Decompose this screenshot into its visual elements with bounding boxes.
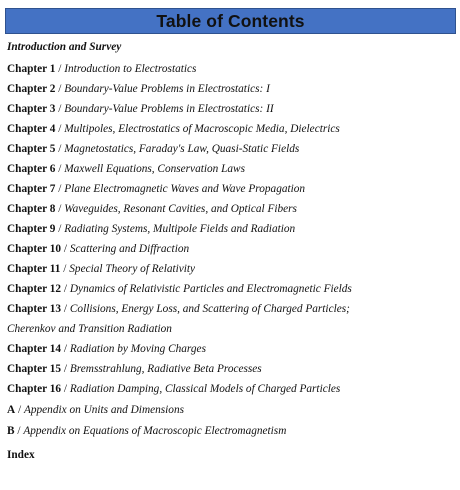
chapter-label: Chapter 16	[7, 383, 62, 395]
appendix-label: A	[7, 404, 16, 416]
chapter-label: Chapter 1	[7, 63, 56, 75]
separator: /	[58, 143, 62, 155]
toc-intro[interactable]: Introduction and Survey	[7, 41, 122, 53]
chapter-label: Chapter 2	[7, 83, 56, 95]
toc-chapter-10[interactable]	[7, 242, 189, 256]
toc-chapter-5[interactable]	[7, 142, 299, 156]
chapter-label: Chapter 15	[7, 363, 62, 375]
chapter-title: Introduction to Electrostatics	[64, 63, 197, 75]
toc-appendix-b[interactable]	[7, 424, 286, 438]
chapter-label: Chapter 14	[7, 343, 62, 355]
chapter-label: Chapter 3	[7, 103, 56, 115]
toc-chapter-14[interactable]	[7, 342, 206, 356]
chapter-title: Multipoles, Electrostatics of Macroscopic Media, Dielectrics	[64, 123, 340, 135]
separator: /	[63, 263, 67, 275]
toc-chapter-7[interactable]	[7, 182, 305, 196]
toc-chapter-8[interactable]	[7, 202, 297, 216]
page-title: Table of Contents	[156, 10, 305, 31]
toc-chapter-13-continued: Cherenkov and Transition Radiation	[7, 323, 172, 335]
separator: /	[58, 163, 62, 175]
chapter-title: Magnetostatics, Faraday's Law, Quasi-Static Fields	[64, 143, 300, 155]
separator: /	[63, 303, 68, 315]
toc-chapter-2[interactable]	[7, 82, 270, 96]
chapter-title: Collisions, Energy Loss, and Scattering of Charged Particles;	[69, 303, 350, 315]
toc-header	[5, 8, 456, 34]
chapter-label: Chapter 7	[7, 183, 56, 195]
chapter-title: Plane Electromagnetic Waves and Wave Propagation	[64, 183, 306, 195]
toc-index[interactable]: Index	[7, 449, 35, 461]
separator: /	[58, 183, 62, 195]
separator: /	[58, 223, 62, 235]
chapter-title: Boundary-Value Problems in Electrostatics: II	[64, 103, 274, 115]
chapter-label: Chapter 6	[7, 163, 56, 175]
appendix-title: Appendix on Equations of Macroscopic Electromagnetism	[23, 425, 287, 437]
appendix-title: Appendix on Units and Dimensions	[23, 404, 184, 416]
separator: /	[18, 404, 22, 416]
chapter-title: Radiation Damping, Classical Models of Charged Particles	[69, 383, 341, 395]
toc-chapter-9[interactable]	[7, 222, 295, 236]
separator: /	[63, 243, 68, 255]
separator: /	[58, 123, 62, 135]
separator: /	[63, 383, 68, 395]
toc-chapter-6[interactable]	[7, 162, 245, 176]
toc-chapter-11[interactable]	[7, 262, 195, 276]
separator: /	[17, 425, 21, 437]
chapter-label: Chapter 5	[7, 143, 56, 155]
separator: /	[58, 103, 62, 115]
chapter-label: Chapter 12	[7, 283, 62, 295]
separator: /	[63, 283, 68, 295]
chapter-label: Chapter 4	[7, 123, 56, 135]
appendix-label: B	[7, 425, 15, 437]
toc-chapter-4[interactable]	[7, 122, 340, 136]
separator: /	[63, 343, 68, 355]
chapter-title: Bremsstrahlung, Radiative Beta Processes	[69, 363, 262, 375]
chapter-label: Chapter 8	[7, 203, 56, 215]
chapter-title: Scattering and Diffraction	[69, 243, 190, 255]
separator: /	[63, 363, 68, 375]
toc-appendix-a[interactable]	[7, 403, 184, 417]
separator: /	[58, 203, 62, 215]
chapter-label: Chapter 11	[7, 263, 61, 275]
toc-chapter-16[interactable]	[7, 382, 340, 396]
chapter-title: Waveguides, Resonant Cavities, and Optical Fibers	[64, 203, 297, 215]
toc-chapter-15[interactable]	[7, 362, 262, 376]
chapter-label: Chapter 13	[7, 303, 62, 315]
toc-chapter-1[interactable]	[7, 62, 196, 76]
toc-chapter-13[interactable]	[7, 302, 350, 316]
chapter-title: Radiating Systems, Multipole Fields and Radiation	[64, 223, 296, 235]
chapter-label: Chapter 9	[7, 223, 56, 235]
chapter-title: Special Theory of Relativity	[69, 263, 196, 275]
chapter-title: Radiation by Moving Charges	[69, 343, 206, 355]
chapter-title: Maxwell Equations, Conservation Laws	[64, 163, 245, 175]
chapter-title: Dynamics of Relativistic Particles and Electromagnetic Fields	[69, 283, 352, 295]
toc-chapter-12[interactable]	[7, 282, 352, 296]
separator: /	[58, 83, 62, 95]
chapter-title: Boundary-Value Problems in Electrostatics: I	[64, 83, 270, 95]
chapter-label: Chapter 10	[7, 243, 62, 255]
separator: /	[58, 63, 62, 75]
toc-chapter-3[interactable]	[7, 102, 274, 116]
